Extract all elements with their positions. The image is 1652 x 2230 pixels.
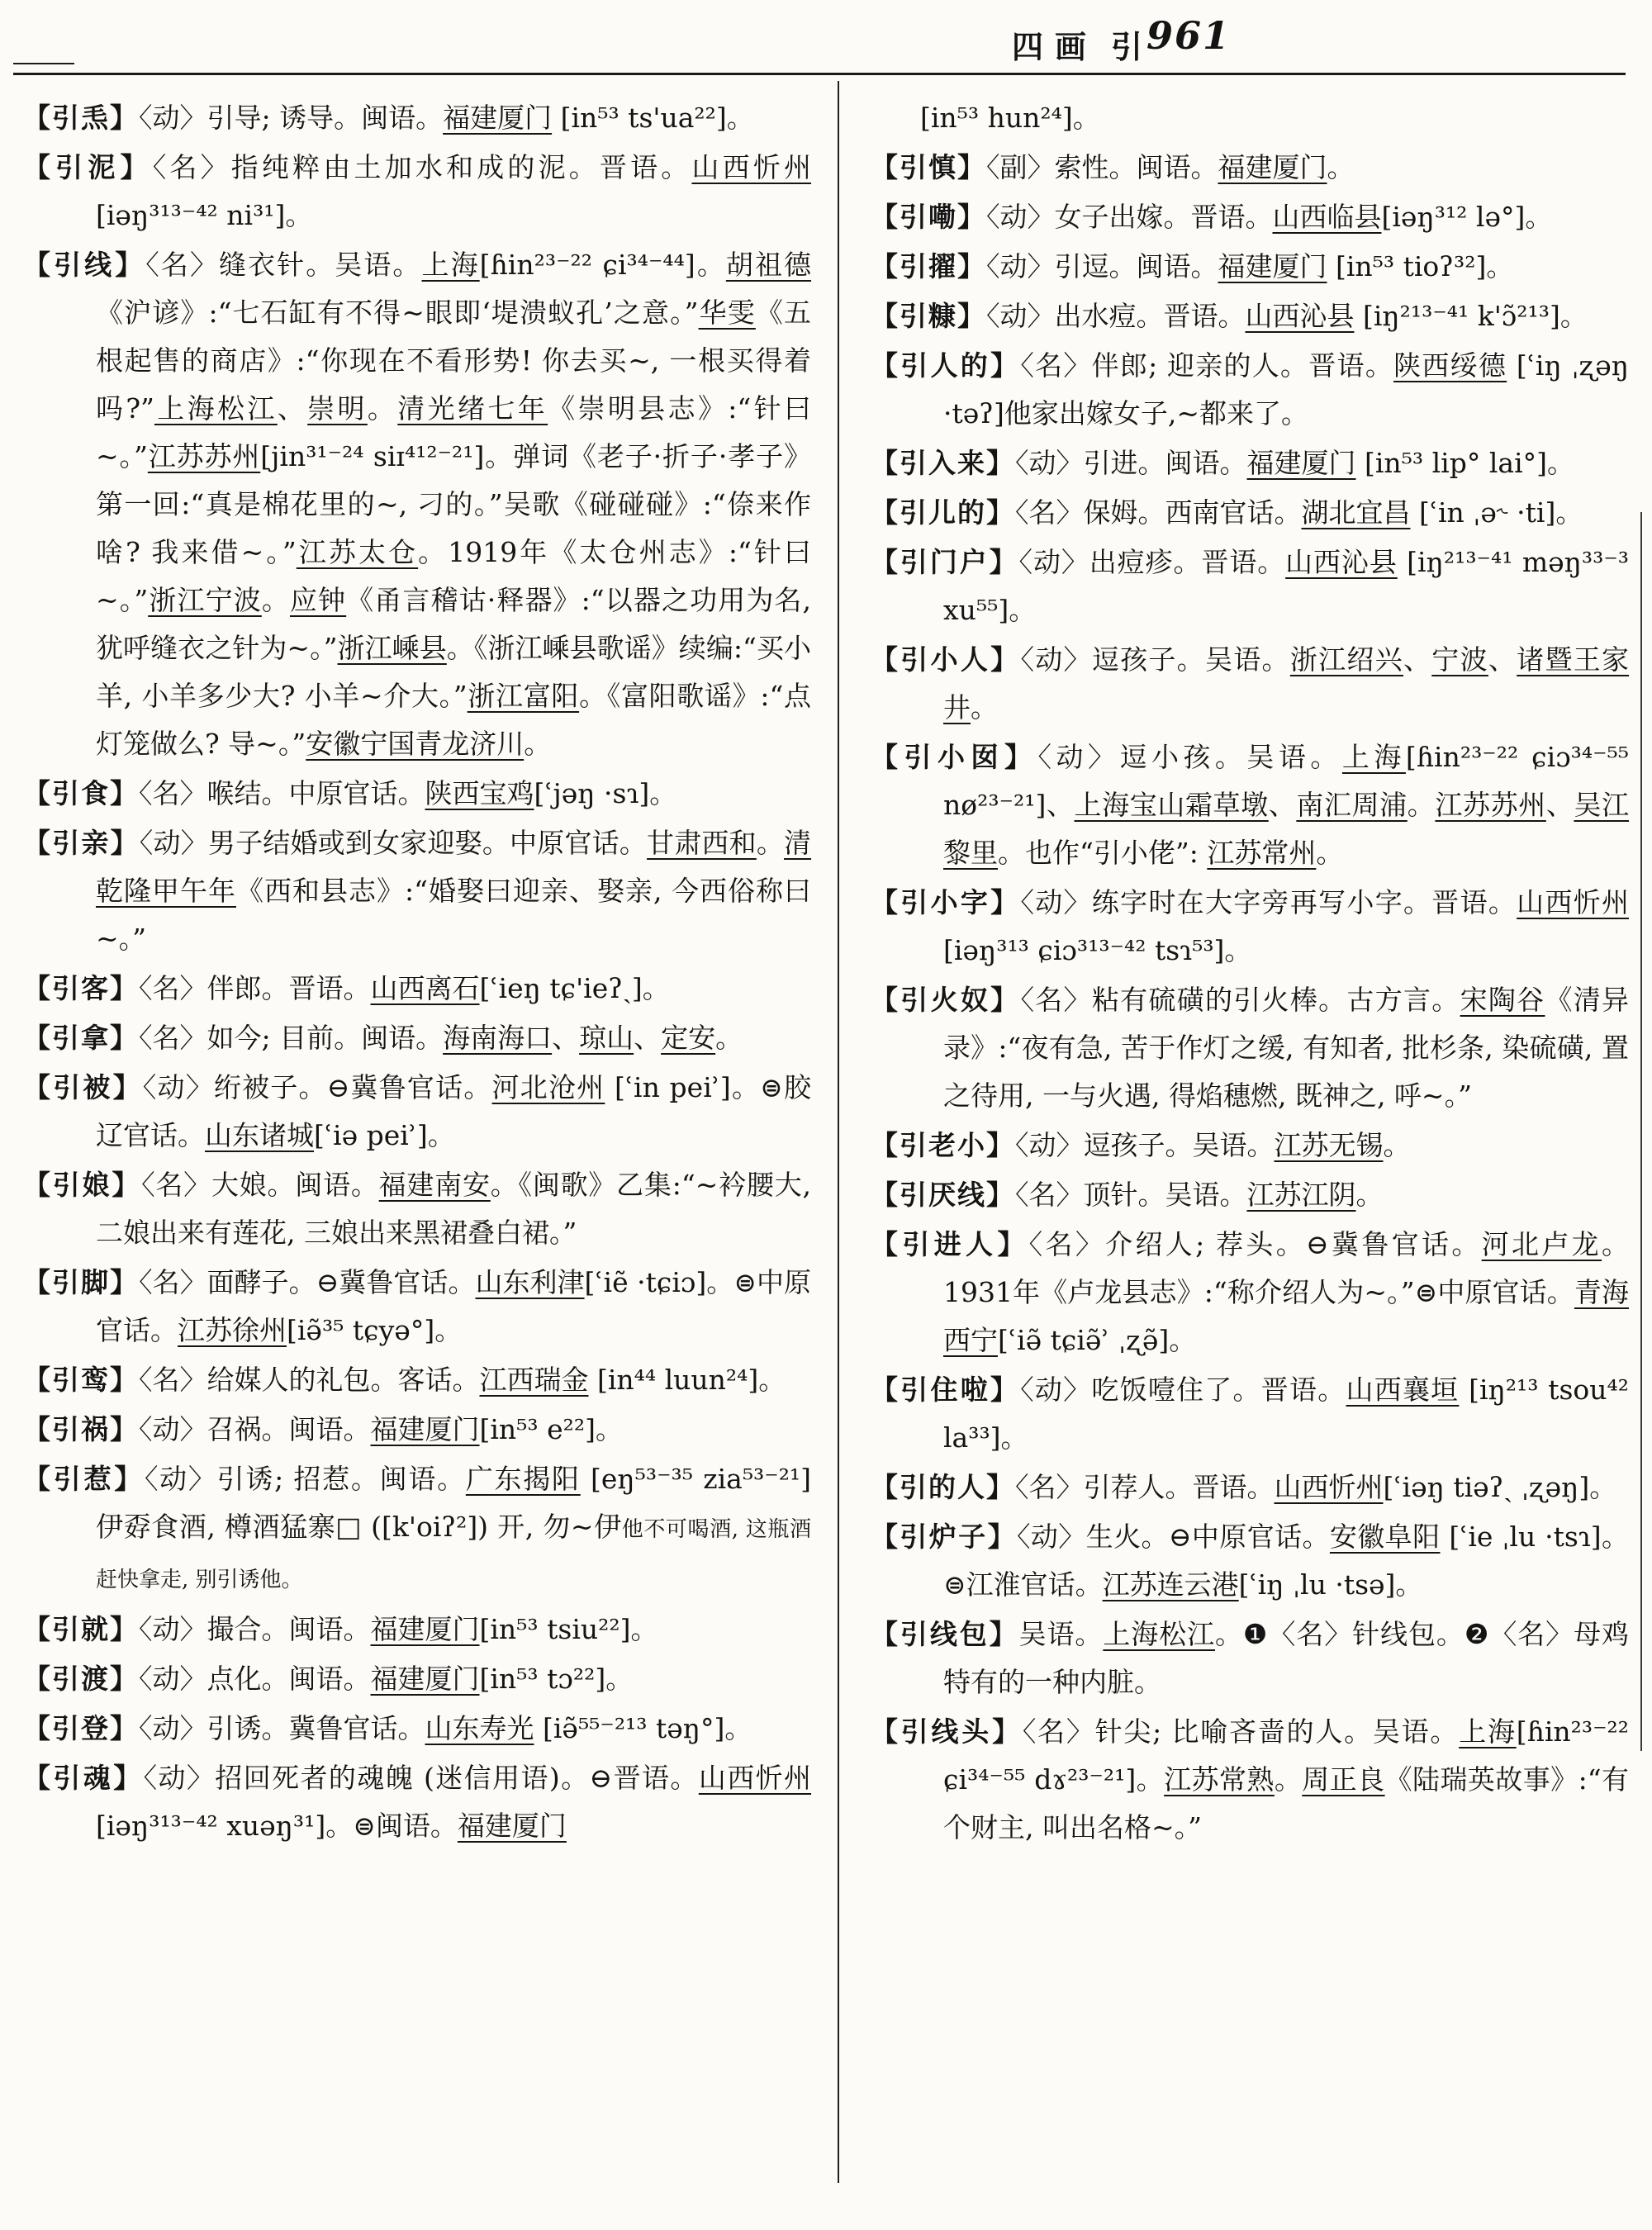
entry-headword: 【引泥】 <box>23 151 153 183</box>
entry-headword: 【引住啦】 <box>871 1374 1021 1406</box>
dict-entry <box>871 94 1629 142</box>
entry-body: 〈动〉引进。闽语。福建厦门 [in⁵³ lip° lai°]。 <box>1015 447 1574 479</box>
entry-headword: 【引客】 <box>23 972 139 1004</box>
dict-entry <box>871 193 1629 241</box>
entry-body: 〈动〉男子结婚或到女家迎娶。中原官话。甘肃西和。清乾隆甲午年《西和县志》:“婚娶曰迎亲、娶亲, 今西俗称曰~。” <box>96 827 812 955</box>
entry-body: 〈名〉伴郎; 迎亲的人。晋语。陕西绥德 [ʿiŋ ˌʐəŋ ·təʔ]他家出嫁女子,~都来了。 <box>943 349 1630 429</box>
entry-body: [in⁵³ hun²⁴]。 <box>920 102 1100 134</box>
dict-entry <box>871 439 1629 487</box>
entry-headword: 【引脚】 <box>23 1266 140 1298</box>
entry-body: 〈名〉面酵子。⊖冀鲁官话。山东利津[ʿiẽ ·tɕiɔ]。⊜中原官话。江苏徐州[iə̃³⁵ tɕyə°]。 <box>96 1266 812 1346</box>
dict-entry <box>23 1754 811 1850</box>
entry-body: 〈副〉索性。闽语。福建厦门。 <box>986 151 1355 183</box>
dict-entry <box>871 342 1629 438</box>
entry-headword: 【引就】 <box>23 1613 139 1645</box>
page-number: 961 <box>1146 13 1232 58</box>
entry-headword: 【引线包】 <box>871 1618 1019 1650</box>
entry-headword: 【引线】 <box>23 249 146 281</box>
dict-entry <box>23 144 811 240</box>
entry-body: 〈动〉吃饭噎住了。晋语。山西襄垣 [iŋ²¹³ tsou⁴² la³³]。 <box>943 1374 1630 1454</box>
entry-body: 〈动〉逗小孩。吴语。上海[ɦin²³⁻²² ɕiɔ³⁴⁻⁵⁵ nø²³⁻²¹]、上海宝山霜草墩、南汇周浦。江苏苏州、吴江黎里。也作“引小佬”: 江苏常州。 <box>943 741 1630 869</box>
entry-body: 〈名〉指纯粹由土加水和成的泥。晋语。山西忻州[iəŋ³¹³⁻⁴² ni³¹]。 <box>96 151 812 231</box>
dict-entry <box>23 1259 811 1355</box>
entry-headword: 【引食】 <box>23 777 139 809</box>
entry-body: 〈动〉引导; 诱导。闽语。福建厦门 [in⁵³ ts'ua²²]。 <box>139 102 754 134</box>
dict-entry <box>871 636 1629 732</box>
dict-entry <box>871 144 1629 192</box>
dict-entry <box>871 1708 1629 1852</box>
dict-entry <box>871 1221 1629 1364</box>
entry-body: 〈动〉引诱。冀鲁官话。山东寿光 [iə̃⁵⁵⁻²¹³ təŋ°]。 <box>139 1712 752 1744</box>
entry-headword: 【引小人】 <box>871 643 1021 676</box>
entry-headword: 【引嘞】 <box>871 201 986 233</box>
entry-body: 〈名〉保姆。西南官话。湖北宜昌 [ʿin ˌə˞ ·ti]。 <box>1015 496 1583 529</box>
entry-headword: 【引登】 <box>23 1712 139 1744</box>
entry-body: 〈名〉如今; 目前。闽语。海南海口、琼山、定安。 <box>139 1022 743 1054</box>
entry-headword: 【引小字】 <box>871 886 1021 918</box>
entry-body: 〈名〉伴郎。晋语。山西离石[ʿieŋ tɕ'ieʔˏ]。 <box>139 972 670 1004</box>
entry-headword: 【引祸】 <box>23 1413 139 1445</box>
right-column <box>871 93 1629 1853</box>
entry-body: 〈动〉练字时在大字旁再写小字。晋语。山西忻州 [iəŋ³¹³ ɕiɔ³¹³⁻⁴² tsɿ⁵³]。 <box>943 886 1630 966</box>
entry-body: 〈名〉缝衣针。吴语。上海[ɦin²³⁻²² ɕi³⁴⁻⁴⁴]。胡祖德《沪谚》:“七石缸有不得~眼即‘堤溃蚁孔’之意。”华雯《五根起售的商店》:“你现在不看形势! 你去买~, 一根买得着吗?”上海松江、崇明。清光绪七年《崇明县志》:“针曰~。”江苏苏州[jin³¹⁻²⁴ siɪ⁴¹²⁻²¹]。弹词《老子·折子·孝子》第一回:“真是棉花里的~, 刁的。”吴歌《碰碰碰》:“倷来作啥? 我来借~。”江苏太仓。1919年《太仓州志》:“针曰~。”浙江宁波。应钟《甬言稽诂·释器》:“以器之功用为名, 犹呼缝衣之针为~。”浙江嵊县。《浙江嵊县歌谣》续编:“买小羊, 小羊多少大? 小羊~介大。”浙江富阳。《富阳歌谣》:“点灯笼做么? 导~。”安徽宁国青龙济川。 <box>96 249 812 760</box>
dict-entry <box>23 94 811 142</box>
dict-entry <box>871 733 1629 877</box>
entry-headword: 【引𤆬】 <box>23 102 139 134</box>
entry-headword: 【引的人】 <box>871 1471 1015 1503</box>
entry-headword: 【引进人】 <box>871 1228 1029 1260</box>
entry-headword: 【引厌线】 <box>871 1179 1015 1211</box>
dict-entry <box>871 243 1629 291</box>
entry-headword: 【引小囡】 <box>871 741 1038 773</box>
entry-body: 〈名〉针尖; 比喻吝啬的人。吴语。上海[ɦin²³⁻²² ɕi³⁴⁻⁵⁵ dɤ²³⁻²¹]。江苏常熟。周正良《陆瑞英故事》:“有个财主, 叫出名格~。” <box>943 1715 1630 1843</box>
dict-entry <box>23 819 811 963</box>
entry-body: 〈动〉招回死者的魂魄 (迷信用语)。⊖晋语。山西忻州 [iəŋ³¹³⁻⁴² xuəŋ³¹]。⊜闽语。福建厦门 <box>96 1762 812 1842</box>
entry-headword: 【引娘】 <box>23 1169 142 1201</box>
dict-entry <box>871 1171 1629 1219</box>
entry-headword: 【引糠】 <box>871 300 986 332</box>
entry-headword: 【引儿的】 <box>871 496 1015 529</box>
entry-headword: 【引亲】 <box>23 827 140 859</box>
dict-entry <box>23 1606 811 1654</box>
entry-body: 〈名〉大娘。闽语。福建南安。《闽歌》乙集:“~衿腰大, 二娘出来有莲花, 三娘出来黑裙叠白裙。” <box>96 1169 811 1249</box>
entry-body: 吴语。上海松江。❶〈名〉针线包。❷〈名〉母鸡特有的一种内脏。 <box>943 1618 1630 1698</box>
entry-headword: 【引魂】 <box>23 1762 144 1794</box>
entry-headword: 【引擢】 <box>871 250 986 282</box>
left-column <box>23 93 811 1852</box>
entry-headword: 【引鸾】 <box>23 1364 139 1396</box>
entry-body: 〈名〉粘有硫磺的引火棒。古方言。宋陶谷《清异录》:“夜有急, 苦于作灯之缓, 有知者, 批杉条, 染硫磺, 置之待用, 一与火遇, 得焰穗燃, 既神之, 呼~。” <box>943 984 1630 1112</box>
dict-entry <box>23 965 811 1013</box>
entry-body: 〈动〉出痘疹。晋语。山西沁县 [iŋ²¹³⁻⁴¹ məŋ³³⁻³ xu⁵⁵]。 <box>943 546 1630 626</box>
dict-entry <box>871 1611 1629 1706</box>
entry-body: 〈动〉点化。闽语。福建厦门[in⁵³ tɔ²²]。 <box>139 1663 634 1695</box>
entry-headword: 【引渡】 <box>23 1663 139 1695</box>
entry-headword: 【引拿】 <box>23 1022 139 1054</box>
entry-headword: 【引惹】 <box>23 1463 145 1495</box>
header-rule-short <box>13 63 74 64</box>
entry-body: 〈动〉出水痘。晋语。山西沁县 [iŋ²¹³⁻⁴¹ k'ɔ̃²¹³]。 <box>986 300 1588 332</box>
entry-body: 〈名〉给媒人的礼包。客话。江西瑞金 [in⁴⁴ luun²⁴]。 <box>139 1364 786 1396</box>
entry-headword: 【引线头】 <box>871 1715 1023 1748</box>
column-divider <box>838 81 839 2183</box>
dict-entry <box>871 1366 1629 1462</box>
entry-body: 〈动〉引诱; 招惹。闽语。广东揭阳 [eŋ⁵³⁻³⁵ zia⁵³⁻²¹] 伊孬食酒, 樽酒猛寨□ ([k'oiʔ²]) 开, 勿~伊他不可喝酒, 这瓶酒赶快拿走, 别引诱他。 <box>96 1463 812 1592</box>
dict-entry <box>23 1705 811 1753</box>
entry-body: 〈动〉生火。⊖中原官话。安徽阜阳 [ʿie ˌlu ·tsɿ]。⊜江淮官话。江苏连云港[ʿiŋ ˌlu ·tsə]。 <box>943 1521 1630 1601</box>
entry-headword: 【引慎】 <box>871 151 986 183</box>
header-rule <box>13 73 1626 75</box>
entry-body: 〈动〉引逗。闽语。福建厦门 [in⁵³ tioʔ³²]。 <box>986 250 1514 282</box>
entry-headword: 【引炉子】 <box>871 1521 1017 1553</box>
entry-body: 〈名〉顶针。吴语。江苏江阴。 <box>1015 1179 1384 1211</box>
dict-entry <box>871 879 1629 975</box>
entry-body: 〈动〉逗孩子。吴语。浙江绍兴、宁波、诸暨王家井。 <box>943 643 1630 724</box>
dict-entry <box>871 489 1629 537</box>
entry-body: 〈动〉撮合。闽语。福建厦门[in⁵³ tsiu²²]。 <box>139 1613 658 1645</box>
page-edge-line <box>1640 512 1642 1751</box>
dict-entry <box>871 1464 1629 1511</box>
dict-entry <box>23 241 811 768</box>
entry-body: 〈名〉喉结。中原官话。陕西宝鸡[ʿjəŋ ·sɿ]。 <box>139 777 677 809</box>
dict-entry <box>871 1513 1629 1609</box>
entry-headword: 【引人的】 <box>871 349 1021 382</box>
dict-entry <box>23 770 811 818</box>
dict-entry <box>871 976 1629 1120</box>
entry-body: 〈名〉介绍人; 荐头。⊖冀鲁官话。河北卢龙。1931年《卢龙县志》:“称介绍人为~。”⊜中原官话。青海西宁[ʿiə̃ tɕiə̃ʾ ˌʐə̃]。 <box>943 1228 1630 1356</box>
entry-body: 〈动〉女子出嫁。晋语。山西临县[iəŋ³¹² lə°]。 <box>986 201 1553 233</box>
entry-body: 〈动〉召祸。闽语。福建厦门[in⁵³ e²²]。 <box>139 1413 623 1445</box>
dict-entry <box>23 1356 811 1404</box>
dict-entry <box>871 539 1629 634</box>
dict-entry <box>23 1455 811 1604</box>
entry-headword: 【引入来】 <box>871 447 1015 479</box>
entry-body: 〈动〉逗孩子。吴语。江苏无锡。 <box>1015 1129 1411 1161</box>
dict-entry <box>23 1064 811 1160</box>
dict-entry <box>23 1655 811 1703</box>
entry-headword: 【引火奴】 <box>871 984 1021 1016</box>
dict-entry <box>23 1161 811 1257</box>
entry-body: 〈名〉引荐人。晋语。山西忻州[ʿiəŋ tiəʔˏ ˌʐəŋ]。 <box>1015 1471 1617 1503</box>
entry-headword: 【引被】 <box>23 1071 143 1103</box>
header-section-label: 四画 <box>1012 28 1099 65</box>
entry-headword: 【引老小】 <box>871 1129 1015 1161</box>
dict-entry <box>23 1014 811 1062</box>
dict-entry <box>871 1122 1629 1170</box>
entry-headword: 【引门户】 <box>871 546 1019 578</box>
dict-entry <box>23 1406 811 1454</box>
dict-entry <box>871 292 1629 340</box>
header-character: 引 <box>1111 28 1143 65</box>
entry-body: 〈动〉绗被子。⊖冀鲁官话。河北沧州 [ʿin peiʾ]。⊜胶辽官话。山东诸城[ʿiə peiʾ]。 <box>96 1071 812 1151</box>
